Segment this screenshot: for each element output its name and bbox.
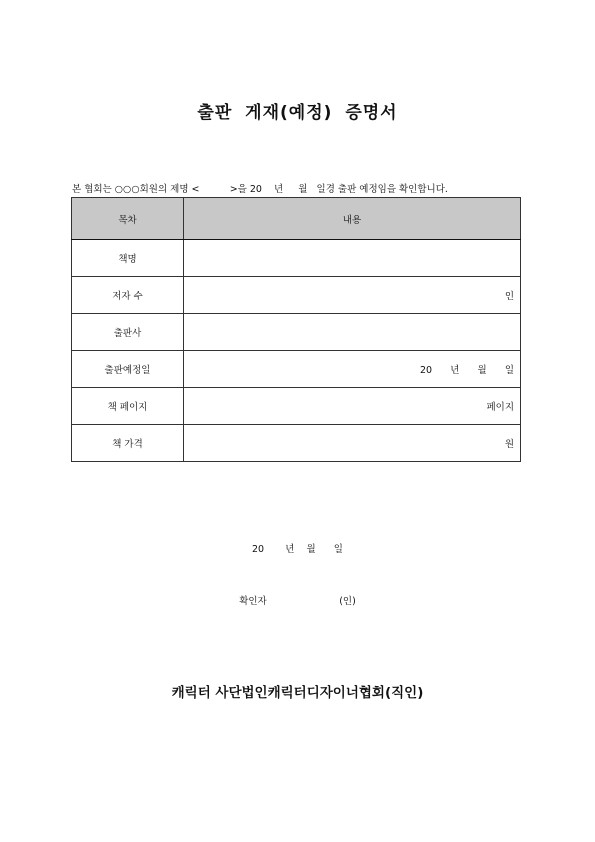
confirmer-signature-line: 확인자 (인)	[239, 596, 356, 607]
table-row	[72, 388, 521, 425]
row-value-publish-date: 20 년 월 일	[184, 351, 521, 388]
issue-date-line: 20 년 월 일	[252, 544, 343, 555]
document-title: 출판 게재(예정) 증명서	[197, 103, 398, 123]
row-label-price: 책 가격	[72, 425, 184, 462]
row-value-publisher	[184, 314, 521, 351]
table-row	[72, 277, 521, 314]
row-label-page-count: 책 페이지	[72, 388, 184, 425]
issuing-organization: 캐릭터 사단법인캐릭터디자이너협회(직인)	[171, 685, 424, 701]
row-value-page-count: 페이지	[184, 388, 521, 425]
certificate-table	[71, 197, 521, 462]
table-row	[72, 425, 521, 462]
row-label-publish-date: 출판예정일	[72, 351, 184, 388]
table-row	[72, 351, 521, 388]
row-label-author-count: 저자 수	[72, 277, 184, 314]
row-value-price: 원	[184, 425, 521, 462]
row-value-author-count: 인	[184, 277, 521, 314]
intro-statement: 본 협회는 ○○○회원의 제명 < >을 20 년 월 일경 출판 예정임을 확인합니다.	[72, 184, 448, 195]
table-row	[72, 314, 521, 351]
table-row	[72, 240, 521, 277]
table-header-row	[72, 198, 521, 240]
header-contents-index: 목차	[72, 198, 184, 240]
row-label-publisher: 출판사	[72, 314, 184, 351]
row-label-book-title: 책명	[72, 240, 184, 277]
row-value-book-title	[184, 240, 521, 277]
header-contents-detail: 내용	[184, 198, 521, 240]
